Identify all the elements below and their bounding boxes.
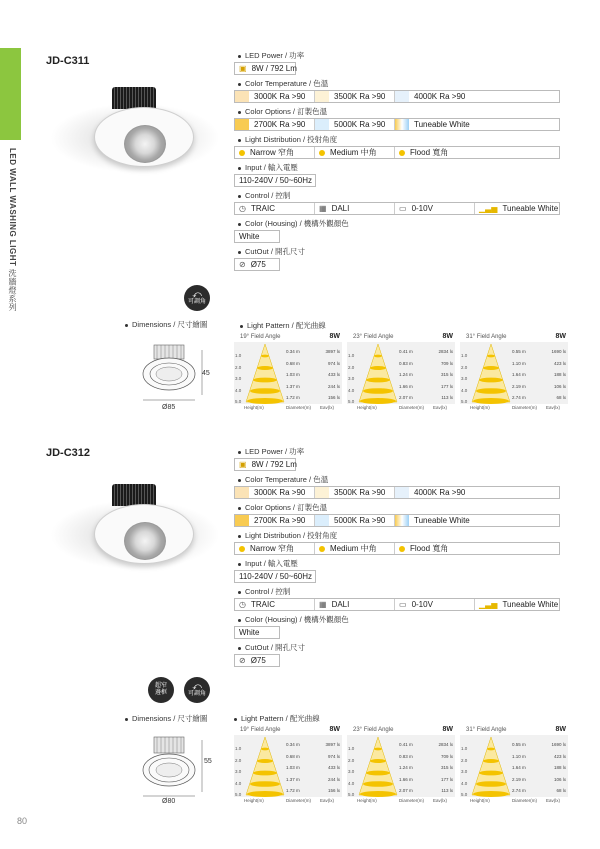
beam-watt: 8W: [555, 333, 566, 340]
beam-lux: 113 lx: [441, 395, 453, 400]
led-power-label: LED Power / 功率: [234, 50, 560, 62]
beam-diameter: 1.66 m: [399, 383, 413, 389]
light-distribution-row: Narrow 窄角 Medium 中角 Flood 寬角: [234, 146, 560, 159]
beam-chart: [347, 334, 455, 412]
beam-lux: 68 lx: [556, 395, 566, 400]
light-pattern-label: Light Pattern / 配光曲線: [234, 713, 320, 724]
beam-cone: [470, 342, 512, 404]
beam-height: 3.0: [235, 376, 242, 381]
beam-diameter: 0.55 m: [512, 349, 526, 354]
beam-height: 4.0: [461, 387, 468, 393]
beam-angle: 31° Field Angle: [466, 727, 507, 733]
rotate-icon: ⤺: [192, 289, 202, 299]
tuneable-icon: ▁▃▅: [479, 204, 498, 213]
beam-diameter: 2.07 m: [399, 788, 413, 793]
axis-height-label: Height(m): [470, 798, 490, 803]
input-cell: 110-240V / 50~60Hz: [234, 174, 316, 187]
input-cell: 110-240V / 50~60Hz: [234, 570, 316, 583]
adjustable-angle-badge: ⤺ 可調角: [184, 677, 210, 703]
cutout-icon: ⊘: [239, 656, 246, 665]
beam-diameter: 0.34 m: [286, 349, 300, 354]
axis-diameter-label: Diameter(m): [399, 405, 425, 410]
dali-icon: ▦: [319, 204, 327, 213]
beam-angle: 19° Field Angle: [240, 727, 281, 733]
axis-lux-label: Eav(lx): [320, 405, 335, 410]
dimension-drawing: [138, 732, 218, 804]
beam-diameter: 1.37 m: [286, 383, 300, 389]
beam-diameter: 0.68 m: [286, 360, 300, 366]
beam-height: 2.0: [348, 757, 355, 763]
beam-lux: 974 lx: [327, 753, 340, 759]
beam-lux: 709 lx: [440, 753, 453, 759]
beam-diameter: 0.34 m: [286, 742, 300, 747]
dimensions-label: Dimensions / 尺寸繪圖: [125, 713, 207, 724]
housing-cell: White: [234, 626, 280, 639]
beam-diameter: 1.10 m: [512, 753, 526, 759]
beam-watt: 8W: [329, 726, 340, 733]
beam-height: 2.0: [348, 364, 355, 370]
beam-diameter: 1.64 m: [512, 765, 526, 770]
beam-lux: 244 lx: [327, 383, 340, 389]
beam-lux: 423 lx: [553, 753, 566, 759]
beam-watt: 8W: [555, 726, 566, 733]
axis-lux-label: Eav(lx): [433, 798, 448, 803]
beam-height: 3.0: [348, 376, 355, 381]
beam-lux: 113 lx: [441, 788, 453, 793]
beam-lux: 68 lx: [556, 788, 566, 793]
beam-lux: 433 lx: [327, 765, 340, 770]
beam-lux: 315 lx: [440, 372, 453, 377]
cutout-cell: ⊘ Ø75: [234, 258, 280, 271]
beam-height: 4.0: [235, 387, 242, 393]
axis-diameter-label: Diameter(m): [399, 798, 425, 803]
page-number: 80: [17, 816, 28, 826]
spec-panel: LED Power / 功率 ▣ 8W / 792 Lm Color Temperature / 色溫 3000K Ra >90 3500K Ra >90 4000K Ra >90 Color Options / 訂製色溫 2700K Ra >90 5000K Ra >90 Tuneable White Light Distribution / 投射角度 Narrow 窄角 Medium 中角 Flood 寬角 Input / 輸入電壓 110-240V / 50~60Hz Control / 控制 ◷ TRAIC ▦ DALI ▭ 0-10V ▁▃▅ Tuneable White Color (Housing) / 機構外觀顏色 White CutOut / 開孔尺寸 ⊘ Ø75: [234, 446, 560, 670]
voltage-icon: ▭: [399, 204, 407, 213]
dim-diameter: Ø85: [162, 404, 176, 411]
beam-lux: 3897 lx: [325, 742, 340, 747]
control-row: ◷ TRAIC ▦ DALI ▭ 0-10V ▁▃▅ Tuneable White: [234, 598, 560, 611]
beam-height: 2.0: [461, 757, 468, 763]
beam-height: 1.0: [348, 746, 355, 751]
slim-frame-badge: 超窄邊框: [148, 677, 174, 703]
beam-diameter: 2.74 m: [512, 788, 526, 793]
color-options-row: 2700K Ra >90 5000K Ra >90 Tuneable White: [234, 118, 560, 131]
control-row: ◷ TRAIC ▦ DALI ▭ 0-10V ▁▃▅ Tuneable White: [234, 202, 560, 215]
beam-watt: 8W: [329, 333, 340, 340]
dim-diameter: Ø80: [162, 798, 176, 805]
beam-cone: [357, 342, 399, 404]
beam-height: 5.0: [461, 399, 468, 404]
dim-height: 45: [202, 370, 210, 377]
axis-lux-label: Eav(lx): [546, 405, 561, 410]
color-temp-row: 3000K Ra >90 3500K Ra >90 4000K Ra >90: [234, 486, 560, 499]
beam-cone: [244, 342, 286, 404]
beam-chart: [460, 727, 568, 805]
beam-diameter: 1.03 m: [286, 765, 300, 770]
beam-lux: 156 lx: [327, 395, 340, 400]
beam-diameter: 0.41 m: [399, 349, 413, 354]
beam-height: 5.0: [461, 792, 468, 797]
beam-height: 4.0: [461, 780, 468, 786]
beam-lux: 974 lx: [327, 360, 340, 366]
beam-height: 5.0: [235, 792, 242, 797]
beam-height: 2.0: [235, 364, 242, 370]
beam-diameter: 1.66 m: [399, 776, 413, 782]
beam-height: 5.0: [348, 792, 355, 797]
cutout-cell: ⊘ Ø75: [234, 654, 280, 667]
beam-height: 3.0: [461, 376, 468, 381]
beam-lux: 709 lx: [440, 360, 453, 366]
beam-diameter: 1.10 m: [512, 360, 526, 366]
beam-lux: 2834 lx: [438, 349, 453, 354]
beam-height: 1.0: [461, 746, 468, 751]
axis-lux-label: Eav(lx): [320, 798, 335, 803]
beam-chart: [234, 334, 342, 412]
dimension-drawing: [138, 340, 218, 410]
color-temp-row: 3000K Ra >90 3500K Ra >90 4000K Ra >90: [234, 90, 560, 103]
beam-height: 5.0: [235, 399, 242, 404]
beam-diameter: 1.03 m: [286, 372, 300, 377]
axis-height-label: Height(m): [357, 798, 377, 803]
beam-angle: 31° Field Angle: [466, 334, 507, 340]
beam-diameter: 0.55 m: [512, 742, 526, 747]
beam-cone: [357, 735, 399, 797]
cutout-icon: ⊘: [239, 260, 246, 269]
adjustable-angle-badge: ⤺ 可調角: [184, 285, 210, 311]
beam-lux: 2834 lx: [438, 742, 453, 747]
beam-height: 2.0: [461, 364, 468, 370]
beam-lux: 177 lx: [440, 776, 453, 782]
model-title: JD-C312: [46, 447, 91, 459]
beam-angle: 19° Field Angle: [240, 334, 281, 340]
axis-diameter-label: Diameter(m): [512, 405, 538, 410]
beam-diameter: 0.83 m: [399, 360, 413, 366]
beam-lux: 423 lx: [553, 360, 566, 366]
beam-lux: 433 lx: [327, 372, 340, 377]
beam-height: 1.0: [461, 353, 468, 358]
beam-diameter: 1.24 m: [399, 372, 413, 377]
led-chip-icon: ▣: [239, 460, 247, 469]
axis-height-label: Height(m): [357, 405, 377, 410]
beam-lux: 244 lx: [327, 776, 340, 782]
beam-chart: [234, 727, 342, 805]
axis-height-label: Height(m): [470, 405, 490, 410]
tuneable-icon: ▁▃▅: [479, 600, 498, 609]
beam-lux: 188 lx: [553, 372, 566, 377]
beam-chart: [460, 334, 568, 412]
beam-diameter: 0.83 m: [399, 753, 413, 759]
beam-diameter: 2.07 m: [399, 395, 413, 400]
beam-lux: 315 lx: [440, 765, 453, 770]
beam-height: 4.0: [348, 780, 355, 786]
axis-height-label: Height(m): [244, 405, 264, 410]
beam-diameter: 1.72 m: [286, 788, 300, 793]
beam-lux: 1690 lx: [551, 742, 566, 747]
axis-diameter-label: Diameter(m): [286, 405, 312, 410]
beam-height: 3.0: [348, 769, 355, 774]
beam-height: 4.0: [348, 387, 355, 393]
beam-chart: [347, 727, 455, 805]
axis-lux-label: Eav(lx): [546, 798, 561, 803]
rotate-icon: ⤺: [192, 681, 202, 691]
axis-lux-label: Eav(lx): [433, 405, 448, 410]
beam-diameter: 0.41 m: [399, 742, 413, 747]
beam-lux: 3897 lx: [325, 349, 340, 354]
beam-height: 2.0: [235, 757, 242, 763]
beam-diameter: 1.37 m: [286, 776, 300, 782]
beam-lux: 106 lx: [553, 776, 566, 782]
axis-height-label: Height(m): [244, 798, 264, 803]
beam-height: 3.0: [235, 769, 242, 774]
beam-lux: 156 lx: [327, 788, 340, 793]
beam-angle: 23° Field Angle: [353, 334, 394, 340]
dim-height: 55: [204, 758, 212, 765]
beam-diameter: 1.64 m: [512, 372, 526, 377]
beam-height: 3.0: [461, 769, 468, 774]
light-distribution-row: Narrow 窄角 Medium 中角 Flood 寬角: [234, 542, 560, 555]
beam-height: 4.0: [235, 780, 242, 786]
housing-cell: White: [234, 230, 280, 243]
beam-diameter: 1.72 m: [286, 395, 300, 400]
beam-angle: 23° Field Angle: [353, 727, 394, 733]
axis-diameter-label: Diameter(m): [286, 798, 312, 803]
sidebar-title: LED WALL WASHING LIGHT 洗牆燈系列: [8, 148, 17, 312]
beam-cone: [244, 735, 286, 797]
dimmer-icon: ◷: [239, 600, 246, 609]
light-pattern-label: Light Pattern / 配光曲線: [240, 320, 326, 331]
beam-lux: 106 lx: [553, 383, 566, 389]
sidebar-accent: [0, 48, 21, 140]
beam-height: 1.0: [235, 746, 242, 751]
spec-panel: LED Power / 功率 ▣ 8W / 792 Lm Color Temperature / 色溫 3000K Ra >90 3500K Ra >90 4000K Ra >90 Color Options / 訂製色溫 2700K Ra >90 5000K Ra >90 Tuneable White Light Distribution / 投射角度 Narrow 窄角 Medium 中角 Flood 寬角 Input / 輸入電壓 110-240V / 50~60Hz Control / 控制 ◷ TRAIC ▦ DALI ▭ 0-10V ▁▃▅ Tuneable White Color (Housing) / 機構外觀顏色 White CutOut / 開孔尺寸 ⊘ Ø75: [234, 50, 560, 274]
axis-diameter-label: Diameter(m): [512, 798, 538, 803]
beam-height: 1.0: [348, 353, 355, 358]
voltage-icon: ▭: [399, 600, 407, 609]
model-title: JD-C311: [46, 55, 90, 67]
beam-watt: 8W: [442, 726, 453, 733]
beam-height: 1.0: [235, 353, 242, 358]
beam-lux: 188 lx: [553, 765, 566, 770]
dimmer-icon: ◷: [239, 204, 246, 213]
beam-diameter: 2.19 m: [512, 383, 526, 389]
beam-diameter: 1.24 m: [399, 765, 413, 770]
beam-lux: 177 lx: [440, 383, 453, 389]
color-options-row: 2700K Ra >90 5000K Ra >90 Tuneable White: [234, 514, 560, 527]
led-chip-icon: ▣: [239, 64, 247, 73]
dimensions-label: Dimensions / 尺寸繪圖: [125, 319, 207, 330]
beam-lux: 1690 lx: [551, 349, 566, 354]
dali-icon: ▦: [319, 600, 327, 609]
beam-diameter: 0.68 m: [286, 753, 300, 759]
beam-diameter: 2.19 m: [512, 776, 526, 782]
led-power-cell: ▣ 8W / 792 Lm: [234, 62, 296, 75]
beam-height: 5.0: [348, 399, 355, 404]
beam-cone: [470, 735, 512, 797]
beam-watt: 8W: [442, 333, 453, 340]
beam-diameter: 2.74 m: [512, 395, 526, 400]
led-power-cell: ▣ 8W / 792 Lm: [234, 458, 296, 471]
